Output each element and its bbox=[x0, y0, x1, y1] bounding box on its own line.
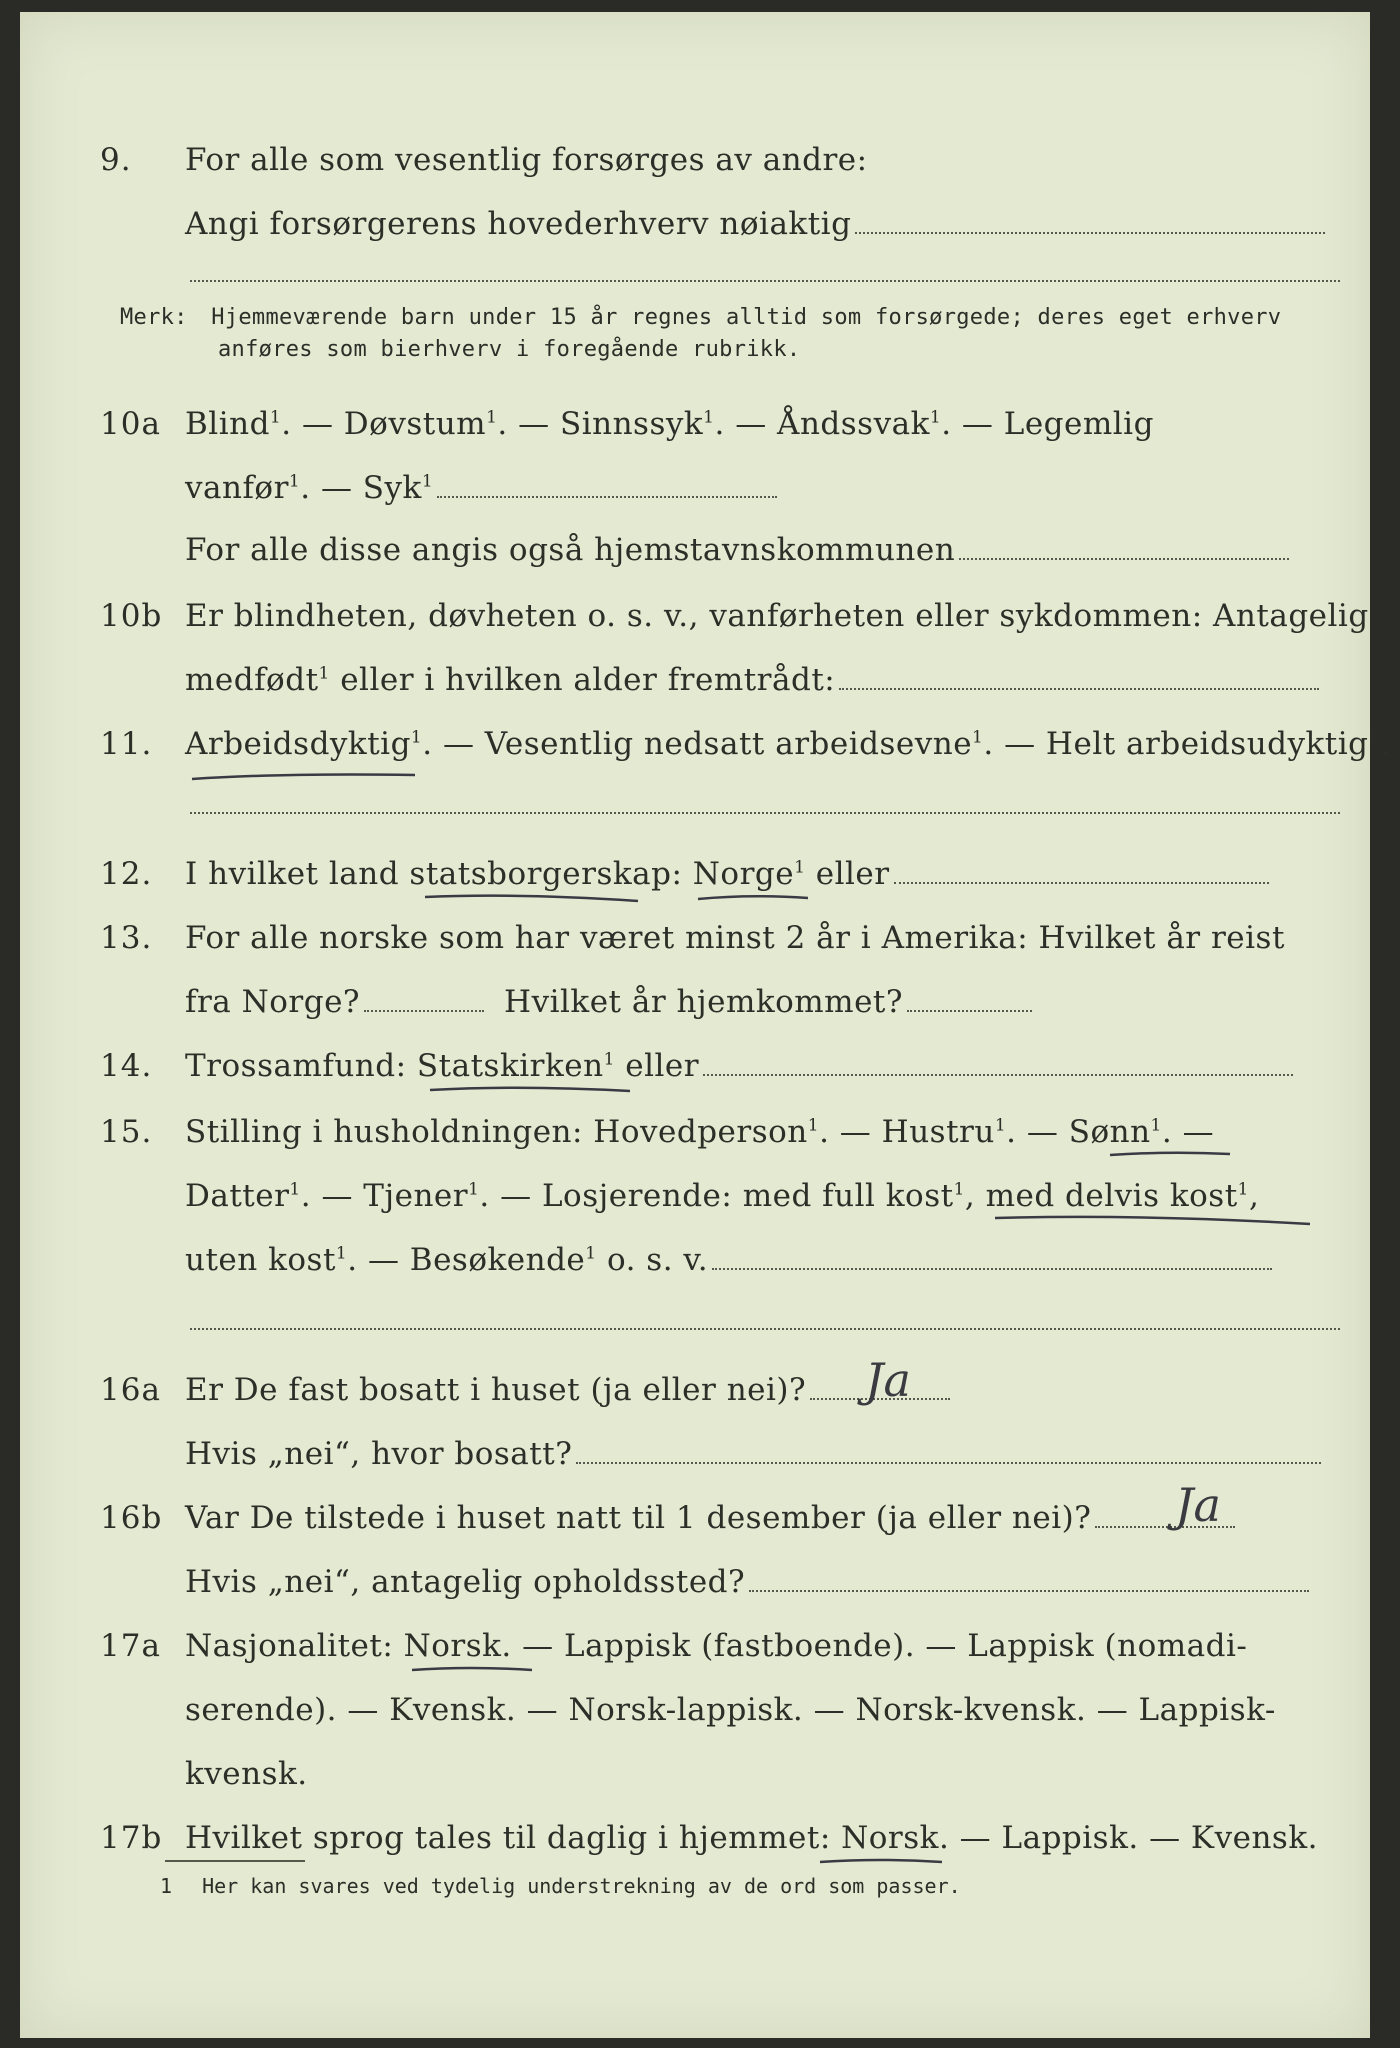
q11-nedsatt: . — Vesentlig nedsatt arbeidsevne bbox=[422, 726, 973, 762]
sup: 1 bbox=[318, 663, 330, 684]
sup: 1 bbox=[269, 407, 282, 428]
q17a-line2: serende). — Kvensk. — Norsk-lappisk. — Norsk-kvensk. — Lappisk- bbox=[185, 1692, 1276, 1728]
q17b-line1: Hvilket sprog tales til daglig i hjemmet: Norsk. — Lappisk. — Kvensk. bbox=[185, 1820, 1318, 1856]
q17a-number: 17a bbox=[100, 1628, 161, 1664]
q10b-number: 10b bbox=[100, 598, 163, 634]
q16a-number: 16a bbox=[100, 1372, 161, 1408]
q11-udyktig: . — Helt arbeidsudyktig bbox=[983, 726, 1369, 762]
sup: 1 bbox=[1150, 1115, 1162, 1136]
q16a-bosatt: Hvis „nei“, hvor bosatt? bbox=[185, 1436, 573, 1472]
q15-delvis-kost: , med delvis kost bbox=[964, 1178, 1238, 1214]
q14-trossamfund: Trossamfund: Statskirken bbox=[185, 1048, 604, 1084]
census-form-page bbox=[20, 12, 1391, 2038]
q10a-legemlig: . — Legemlig bbox=[941, 406, 1154, 442]
q16a-handwritten-answer: Ja bbox=[865, 1353, 911, 1407]
q15-besokende: . — Besøkende bbox=[347, 1242, 586, 1278]
sup: 1 bbox=[603, 1049, 615, 1070]
q15-hustru: . — Hustru bbox=[819, 1114, 995, 1150]
underline-statsborgerskap bbox=[425, 896, 638, 901]
q17a-line1: Nasjonalitet: Norsk. — Lappisk (fastboende). — Lappisk (nomadi- bbox=[185, 1628, 1248, 1664]
pen-underlines bbox=[20, 12, 1391, 2038]
underline-sonn bbox=[1110, 1153, 1230, 1155]
q12-eller: eller bbox=[805, 856, 890, 892]
merk-line1: Hjemmeværende barn under 15 år regnes alltid som forsørgede; deres eget erhverv bbox=[211, 305, 1282, 330]
q10b-alder: eller i hvilken alder fremtrådt: bbox=[329, 662, 836, 698]
q15-number: 15. bbox=[100, 1114, 153, 1150]
q16a-question: Er De fast bosatt i huset (ja eller nei)? bbox=[185, 1372, 807, 1408]
footnote-mark: 1 bbox=[160, 1874, 173, 1898]
sup: 1 bbox=[468, 1179, 480, 1200]
q16b-number: 16b bbox=[100, 1500, 163, 1536]
sup: 1 bbox=[410, 727, 423, 748]
q10a-dovstum: . — Døvstum bbox=[281, 406, 487, 442]
q16b-question: Var De tilstede i huset natt til 1 desember (ja eller nei)? bbox=[185, 1500, 1092, 1536]
q15-uten-kost: uten kost bbox=[185, 1242, 336, 1278]
q16b-opholdssted: Hvis „nei“, antagelig opholdssted? bbox=[185, 1564, 746, 1600]
q16b-handwritten-answer: Ja bbox=[1175, 1478, 1221, 1532]
q11-number: 11. bbox=[100, 726, 153, 762]
q10a-number: 10a bbox=[100, 406, 161, 442]
sup: 1 bbox=[972, 727, 984, 748]
q12-number: 12. bbox=[100, 856, 153, 892]
merk-line2: anføres som bierhverv i foregående rubrikk. bbox=[218, 337, 801, 362]
q9-line2-text: Angi forsørgerens hovederhverv nøiaktig bbox=[185, 206, 852, 242]
sup: 1 bbox=[807, 1115, 820, 1136]
underline-arbeidsdyktig bbox=[192, 775, 415, 780]
q11-line: Arbeidsdyktig$^1$. — Vesentlig nedsatt arbeidsevne$^1$. — Helt arbeidsudyktig$^1$. bbox=[185, 726, 1391, 762]
q15-tjener: . — Tjener bbox=[300, 1178, 469, 1214]
q10a-hjemstavn: For alle disse angis også hjemstavnskommunen bbox=[185, 532, 956, 568]
q10b-medfodt: medfødt bbox=[185, 662, 319, 698]
sup: 1 bbox=[953, 1179, 965, 1200]
footnote-rule bbox=[165, 1860, 305, 1862]
q15-osv: o. s. v. bbox=[596, 1242, 709, 1278]
sup: 1 bbox=[585, 1243, 597, 1264]
q15-datter: Datter bbox=[185, 1178, 290, 1214]
sup: 1 bbox=[335, 1243, 348, 1264]
q15-hovedperson: Stilling i husholdningen: Hovedperson bbox=[185, 1114, 808, 1150]
q10a-vanfor: vanfør bbox=[185, 470, 289, 506]
sup: 1 bbox=[289, 1179, 301, 1200]
sup: 1 bbox=[703, 407, 715, 428]
q10a-blind: Blind bbox=[185, 406, 270, 442]
sup: 1 bbox=[794, 857, 806, 878]
q14-number: 14. bbox=[100, 1048, 153, 1084]
sup: 1 bbox=[1237, 1179, 1249, 1200]
footnote bbox=[160, 1874, 961, 1898]
sup: 1 bbox=[288, 471, 301, 492]
underline-norsk-17b bbox=[820, 1860, 942, 1862]
q10b-line1: Er blindheten, døvheten o. s. v., vanførheten eller sykdommen: Antagelig bbox=[185, 598, 1369, 634]
sup: 1 bbox=[994, 1115, 1007, 1136]
q13-number: 13. bbox=[100, 920, 153, 956]
q10a-sinnssyk: . — Sinnssyk bbox=[497, 406, 704, 442]
q13-fra-norge: fra Norge? bbox=[185, 984, 361, 1020]
q10a-syk: . — Syk bbox=[300, 470, 422, 506]
q11-arbeidsdyktig: Arbeidsdyktig bbox=[185, 726, 411, 762]
underline-delvis-kost bbox=[995, 1217, 1310, 1224]
q12-statsborgerskap: I hvilket land statsborgerskap: Norge bbox=[185, 856, 795, 892]
q9-number: 9. bbox=[100, 142, 132, 178]
sup: 1 bbox=[421, 471, 434, 492]
q10a-andssvak: . — Åndssvak bbox=[714, 406, 930, 442]
sup: 1 bbox=[929, 407, 942, 428]
q13-line1: For alle norske som har været minst 2 år i Amerika: Hvilket år reist bbox=[185, 920, 1285, 956]
sup: 1 bbox=[486, 407, 498, 428]
underline-statskirken bbox=[430, 1088, 630, 1091]
merk-label: Merk: bbox=[120, 305, 188, 330]
sup: 1 bbox=[1368, 727, 1380, 748]
q15-sonn: . — Sønn bbox=[1006, 1114, 1151, 1150]
q13-hjemkommet: Hvilket år hjemkommet? bbox=[504, 984, 904, 1020]
q9-line1: For alle som vesentlig forsørges av andre: bbox=[185, 142, 868, 178]
q17b-number: 17b bbox=[100, 1820, 163, 1856]
q14-eller: eller bbox=[614, 1048, 700, 1084]
q15-comma: , bbox=[1249, 1178, 1260, 1214]
q17a-line3: kvensk. bbox=[185, 1756, 308, 1792]
q15-dash: . — bbox=[1161, 1114, 1215, 1150]
underline-norsk-17a bbox=[412, 1668, 532, 1670]
underline-norge bbox=[698, 896, 808, 899]
q15-full-kost: . — Losjerende: med full kost bbox=[479, 1178, 954, 1214]
footnote-text: Her kan svares ved tydelig understrekning av de ord som passer. bbox=[202, 1874, 961, 1898]
